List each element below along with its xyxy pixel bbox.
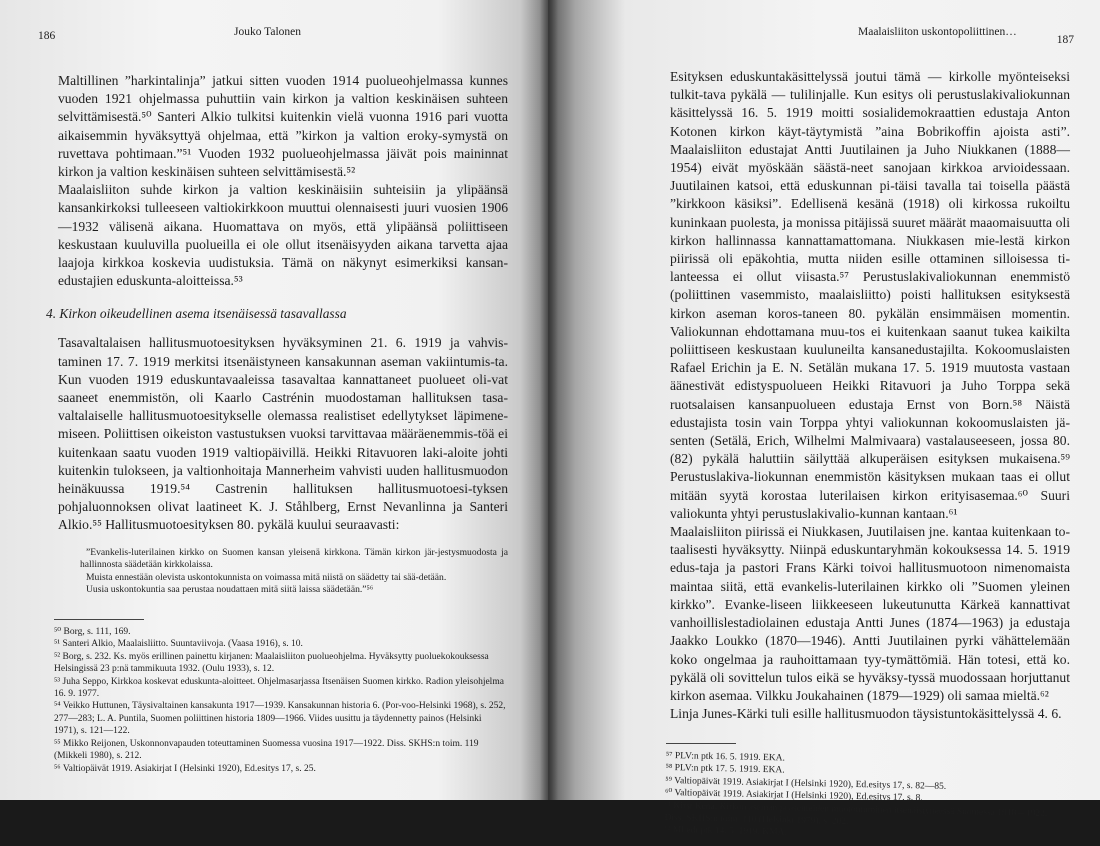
left-running-head-title: Jouko Talonen	[234, 26, 302, 38]
right-footnotes	[664, 750, 1070, 845]
paragraph: Maalaisliiton piirissä ei Niukkasen, Juutilaisen jne. kantaa kuitenkaan to-taalisesti hyväksytty. Niinpä eduskuntaryhmän kokouksessa 14. 5. 1919 edus-taja ja pastori Frans Kärki toivoi hallitusmuotoon nimenomaista maintaa siitä, että evankelis-luterilainen kirkko oli ”Suomen yleinen kirkko”. Evanke-liseen liikkeeseen lukeutunutta Kärkeä kannattivat vanhoillislestadiolainen edustaja Antti Junes (1874—1963) ja edustaja Jaakko Loukko (1870—1946). Antti Juutilainen pyrki vähättelemään koko ongelmaa ja rauhoittamaan tyy-tymättömiä. Hän totesi, että ko. pykälä oli sovittelun tulos eikä se hyväksy-tyssä muodossaan horjuttanut kirkon asemaa. Vilkku Joukahainen (1879—1929) oli samaa mieltä.⁶²	[670, 524, 1070, 703]
footnote: ⁵¹ Santeri Alkio, Maalaisliitto. Suuntaviivoja. (Vaasa 1916), s. 10.	[54, 639, 303, 650]
right-main-text	[670, 68, 1070, 723]
quote-line: Uusia uskontokuntia saa perustaa noudattaen mitä siitä laissa säädetään.”⁵⁶	[86, 584, 374, 596]
footnote-divider	[666, 743, 736, 744]
footnote: ⁶² Ml.edr.ptk 14. 5. 1919. KMA.	[664, 825, 787, 839]
section-heading: 4. Kirkon oikeudellinen asema itsenäisessä tasavallassa	[46, 306, 347, 322]
right-running-head-title: Maalaisliiton uskontopoliittinen…	[858, 26, 1017, 38]
paragraph: Esityksen eduskuntakäsittelyssä joutui tämä — kirkolle myönteiseksi tulkit-tava pykälä — tulilinjalle. Kun esitys oli perustuslakivaliokunnan käsittelyssä 16. 5. 1919 moitti sosialidemokraattien edustaja Anton Kotonen kirkon käyt-täytymistä ”aina Bobrikoffin ajoista asti”. Maalaisliiton edustajat Antti Juutilainen ja Juho Niukkanen (1888—1954) eivät myöskään säästä-neet sanojaan kirkkoa arvioidessaan. Juutilainen katsoi, että eduskunnan pi-täisi tavalla tai toisella päästä ”kirkkoon käsiksi”. Edellisenä kesänä (1918) oli kirkossa rukoiltu kuninkaan puolesta, ja monissa pitäjissä suuret määrät maaomaisuutta oli kirkon hallinnassa kannattamattomana. Niukkasen mie-lestä kirkon piirissä oli epäkohtia, mutta niiden esille ottaminen silloisessa ti-lanteessa ei ollut viisasta.⁵⁷ Perustuslakivaliokunnan enemmistö (poliittinen vasemmisto, maalaisliitto) poisti hallituksen esityksestä kirkon aseman koros-taneen 80. pykälän ensimmäisen momentin. Valiokunnan ehdottamana muu-tos ei kuitenkaan saanut tukea kaikilta poliittiseen keskustaan kuuluneilta kansanedustajilta. Kokoomuslaisten Rafael Erichin ja E. N. Setälän mukana 17. 5. 1919 muutosta vastaan äänestivät edistyspuolueen Heikki Ritavuori ja Juho Torppa sekä ruotsalaisen kansanpuolueen edustaja Ernst von Born.⁵⁸ Näistä edustajista tosin vain Torppa yhtyi valiokunnan kokoomuslaisten jä-senten (Setälä, Erich, Wilhelmi Malmivaara) vastalauseeseen, jossa 80. (82) pykälä haluttiin säilyttää alkuperäisen esityksen mukaisena.⁵⁹ Perustuslakiva-liokunnan enemmistön käsityksen mukaan taas ei ollut mitään syytä korostaa luterilaisen kirkon erityisasemaa.⁶⁰ Suuri valiokunta yhtyi perustuslakivalio-kunnan kantaan.⁶¹	[670, 69, 1070, 521]
left-page	[0, 0, 548, 800]
quote-line: Muista ennestään olevista uskontokunnista on voimassa mitä niistä on säädetty tai sää-detään.	[86, 571, 447, 583]
footnote: ⁵³ Juha Seppo, Kirkkoa koskevat eduskunta-aloitteet. Ohjelmasarjassa Itsenäisen Suomen kirkko. Radion yleisohjelma 16. 9. 1977.	[54, 676, 504, 700]
footnote: ⁵⁹ Valtiopäivät 1919. Asiakirjat I (Helsinki 1920), Ed.esitys 17, s. 82—85.	[665, 776, 947, 792]
right-running-header	[670, 26, 1074, 62]
footnote: ⁶¹ Kirsi Kena, Kirkon aseman ja asenteiden muotoutuminen itsenäistyneessä Suomessa 1918—1922. Diss. SKHS:n toim. 110 (Helsinki 1979), s. 202.	[664, 800, 1048, 828]
left-main-text	[46, 72, 508, 597]
left-footnotes	[54, 626, 508, 775]
paragraph: Tasavaltalaisen hallitusmuotoesityksen hyväksyminen 21. 6. 1919 ja vahvis-taminen 17. 7. 1919 merkitsi itsenäistyneen kansakunnan aseman vakiintumis-ta. Kun vuoden 1919 eduskuntavaaleissa tasavaltaa kannattaneet puolueet oli-vat saaneet enemmistön, oli Kaarlo Castrénin muodostaman hallituksen tasa-valtalaiselle hallitusmuotoesitykselle olemassa realistiset edellytykset läpimene-miseen. Poliittisen oikeiston vastustuksen vuoksi tarvittavaa määräenemmis-töä ei kuitenkaan saatu vuoden 1919 valtiopäivillä. Heikki Ritavuoren laki-aloite johti kuitenkin tulokseen, ja valtionhoitaja Mannerheim vahvisti uuden hallitusmuodon heinäkuussa 1919.⁵⁴ Castrenin hallituksen hallitusmuotoesi-tyksen pohjaluonnoksen olivat laatineet K. J. Ståhlberg, Ernst Nevanlinna ja Santeri Alkio.⁵⁵ Hallitusmuotoesityksen 80. pykälä kuului seuraavasti:	[58, 335, 508, 533]
footnote: ⁵⁸ PLV:n ptk 17. 5. 1919. EKA.	[665, 763, 785, 777]
paragraph: Maalaisliiton suhde kirkon ja valtion keskinäisiin suhteisiin ja ylipäänsä kansankirkoksi tulleeseen valtiokirkkoon muuttui olennaisesti juuri vuosien 1906—1932 välisenä aikana. Huomattava on myös, että ylipäänsä poliittiseen keskustaan kuuluvilla puolueilla ei ole ollut itsenäisyyden aikana tarvetta ajaa laajoja kirkkoa koskevia uudistuksia. Tämä on näkynyt esimerkiksi kansan-edustajien eduskunta-aloitteissa.⁵³	[58, 182, 508, 289]
left-page-number: 186	[38, 30, 56, 42]
footnote: ⁵⁵ Mikko Reijonen, Uskonnonvapauden toteuttaminen Suomessa vuosina 1917—1922. Diss. SKHS:n toim. 119 (Mikkeli 1980), s. 212.	[54, 738, 479, 762]
footnote: ⁵⁷ PLV:n ptk 16. 5. 1919. EKA.	[665, 751, 785, 764]
right-page	[548, 0, 1100, 839]
footnote: ⁵⁴ Veikko Huttunen, Täysivaltainen kansakunta 1917—1939. Kansakunnan historia 6. (Por-voo-Helsinki 1968), s. 252, 277—283; L. A. Puntila, Suomen poliittinen historia 1809—1966. Viides uusittu ja täydennetty painos (Helsinki 1971), s. 121—122.	[54, 701, 506, 737]
paragraph: Maltillinen ”harkintalinja” jatkui sitten vuoden 1914 puolueohjelmassa kunnes vuoden 1921 ohjelmassa puhuttiin vain kirkon ja valtion keskinäisen suhteen selvittämisestä.⁵⁰ Santeri Alkio tulkitsi kuitenkin vielä vuonna 1916 pari vuotta aikaisemmin hyväksyttyä ohjelmaa, että ”kirkon ja valtion eroky-symystä on ruvettava pohtimaan.”⁵¹ Vuoden 1932 puolueohjelmassa jäivät pois maininnat kirkon ja valtion keskinäisen suhteen selvittämisestä.⁵²	[58, 73, 508, 180]
left-running-header	[38, 26, 508, 62]
footnote: ⁶⁰ Valtiopäivät 1919. Asiakirjat I (Helsinki 1920), Ed.esitys 17, s. 8.	[664, 788, 923, 804]
footnote: ⁵⁰ Borg, s. 111, 169.	[54, 627, 131, 638]
book-spine-shadow	[540, 0, 558, 800]
footnote: ⁵⁶ Valtiopäivät 1919. Asiakirjat I (Helsinki 1920), Ed.esitys 17, s. 25.	[54, 763, 316, 774]
right-page-number: 187	[1056, 34, 1074, 46]
block-quote	[80, 547, 508, 597]
footnote-divider	[54, 619, 144, 620]
quote-line: ”Evankelis-luterilainen kirkko on Suomen kansan yleisenä kirkkona. Tämän kirkon jär-jestysmuodosta ja hallinnosta säädetään kirkkolaissa.	[80, 546, 508, 571]
footnote: ⁵² Borg, s. 232. Ks. myös erillinen painettu kirjanen: Maalaisliiton puolueohjelma. Hyväksytty puoluekokouksessa Helsingissä 23 p:nä tammikuuta 1932. (Oulu 1933), s. 12.	[54, 651, 489, 675]
paragraph: Linja Junes-Kärki tuli esille hallitusmuodon täysistuntokäsittelyssä 4. 6.	[670, 706, 1062, 722]
